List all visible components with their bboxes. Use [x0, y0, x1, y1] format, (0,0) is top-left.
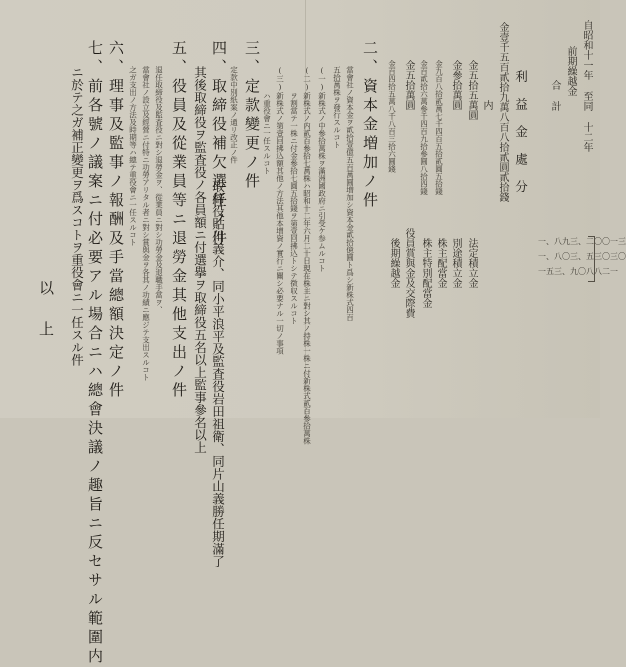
agenda-body-line: 退任取締役及監査役ニ對シ退勞金ヲ、從業員ニ對シ功勞金及退職手當ヲ、: [154, 66, 164, 314]
agenda-body-line: 定款中別紙案ノ通リ改正ノ件: [229, 66, 239, 164]
profit-item-label: 別途積立金: [450, 238, 461, 288]
amount-figure: 一、八九三、二〇〇一三: [538, 237, 626, 246]
agenda-body-line: 當會社ノ設立及經營ニ付特ニ功勞アリタル者ニ對シ賞與金ヲ各其ノ功績ニ應ジテ支出スルコト: [141, 66, 151, 381]
sub-item-marker: (二): [302, 66, 312, 92]
agenda-title-6: 六、理事及監事ノ報酬及手當總額決定ノ件: [107, 40, 125, 401]
sub-item-text: 新株式ノ内貳百參拾七萬株ハ昭和十二年六月二十日現在株主ニ對シ其ノ持株一株ニ付新株式貳百參拾萬株: [302, 92, 312, 445]
profit-item-amount: 金五拾萬圓: [403, 60, 414, 110]
profit-item-label: 株主特別配當金: [420, 238, 431, 308]
figures-bracket: [588, 236, 595, 282]
sub-item-text: ヲ割當テ一株ニ付金參拾七圓五拾錢ヲ第壹回拂込トシテ徴収スルコト: [289, 92, 299, 325]
sub-item-text: 新株式ノ中參拾萬株ヲ滿洲國政府ニ引受ケ参ムルコト: [317, 92, 327, 272]
total-label: 合 計: [549, 80, 560, 111]
sub-item-text: 新株式ノ第壹回拂込額其他ノ方法其他本增資ノ實行ニ關シ必要ナル一切ノ事項: [275, 92, 285, 355]
uchi-label: 内: [481, 100, 492, 110]
profit-item-label: 後期繰越金: [388, 238, 399, 288]
sub-item-marker: (三): [275, 66, 285, 92]
profit-item-label: 法定積立金: [466, 238, 477, 288]
agenda-body-line: 取締役貼川義介、同小平浪平及監査役岩田祖衛、同片山義勝任期滿了: [210, 180, 226, 568]
agenda-body-line: 之ガ支出ノ方法及時期等ハ總テ重役會ニ一任スルコト: [128, 66, 138, 246]
profit-item-amount: 金百四拾五萬八千八百三拾六圓錢: [387, 60, 397, 173]
agenda-title-2: 二、資本金増加ノ件: [361, 40, 379, 211]
period-label: 自昭和十一年 至同 十二年: [581, 20, 592, 152]
profit-item-label: 役員賞與金及交際費: [403, 228, 414, 318]
profit-item-label: 株主配當金: [435, 238, 446, 288]
profit-total: 金壹千五百貳拾九萬八百八拾貳圓貳拾錢: [497, 22, 508, 202]
profit-item-amount: 金九百八拾貳萬七千四百五拾貳圓五拾錢: [434, 60, 444, 195]
amount-figure: 一五三、九〇八八二一: [538, 267, 618, 276]
profit-item-amount: 金五拾五萬圓: [466, 60, 477, 120]
agenda-title-7: 七、前各號ノ議案ニ付必要アル場合ニハ總會決議ノ趣旨ニ反セサル範圍内: [86, 40, 104, 667]
agenda-body-line: ニ於テ之ガ補正變更ヲ爲スコトヲ重役會ニ一任スル件: [69, 66, 85, 366]
document-end-mark: 以 上: [37, 280, 55, 340]
agenda-title-3: 三、定款變更ノ件: [243, 40, 261, 192]
agenda-title-4: 四、取締役補欠選任ノ件: [210, 40, 228, 249]
carried-forward-label: 前期繰越金: [565, 46, 576, 96]
amount-figure: 一、八〇三、五三〇三〇: [538, 252, 626, 261]
sub-item-text: ハ重役會ニ一任スルコト: [262, 92, 272, 175]
profit-heading: 利 益 金 處 分: [513, 70, 529, 193]
agenda-body-line: 其後取締役ヲ監査役ノ各員額ニ付選擧ヲ取締役五名以上監事參名以上: [192, 66, 208, 454]
agenda-title-5: 五、役員及從業員等ニ退勞金其他支出ノ件: [170, 40, 188, 401]
sub-item-marker: (一): [317, 66, 327, 92]
agenda-body-line: 當會社ノ資本金ヲ貳拾壹億五百萬圓増加シ資本金貳拾億圓ト爲シ新株式四百: [345, 66, 355, 321]
profit-item-amount: 金參拾萬圓: [450, 60, 461, 110]
profit-item-amount: 金百貳拾六萬參千四百九拾參圓八拾四錢: [419, 60, 429, 195]
agenda-body-line: 五拾萬株ヲ發行スルコト: [332, 66, 342, 149]
